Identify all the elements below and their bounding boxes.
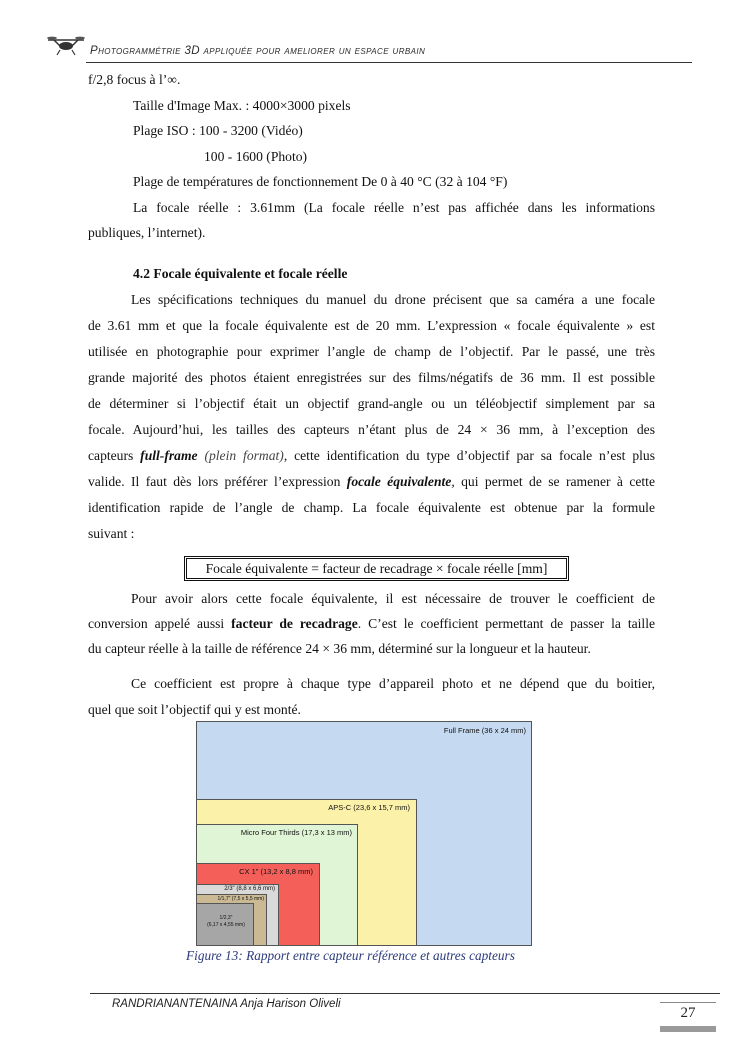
sensor-label: 2/3" (8,8 x 6,6 mm): [224, 886, 275, 892]
paragraph-line: focale. Aujourd’hui, les tailles des capteurs n’étant plus de 24 × 36 mm, à l’exception des: [88, 422, 655, 437]
header-divider: [86, 62, 692, 63]
paragraph-line: Pour avoir alors cette focale équivalente, il est nécessaire de trouver le coefficient de: [131, 591, 655, 606]
formula-box: Focale équivalente = facteur de recadrage × focale réelle [mm]: [186, 558, 567, 579]
sensor-label: Full Frame (36 x 24 mm): [443, 726, 526, 735]
footer-author: RANDRIANANTENAINA Anja Harison Oliveli: [112, 998, 341, 1010]
paragraph-line: utilisée en photographie pour exprimer l’angle de champ de l’objectif. Par le passé, une très: [88, 344, 655, 359]
paragraph-line: valide. Il faut dès lors préférer l’expression focale équivalente, qui permet de se ramener à cette: [88, 474, 655, 489]
paragraph-line: conversion appelé aussi facteur de recadrage. C’est le coefficient permettant de passer la taille: [88, 616, 655, 631]
sensor-size-figure: [196, 721, 532, 946]
term-facteur-de-recadrage: facteur de recadrage: [231, 616, 358, 631]
sensor-label-dimensions: (6,17 x 4,55 mm): [207, 922, 245, 928]
spec-focal-line2: publiques, l’internet).: [88, 225, 206, 240]
paragraph-line: quel que soit l’objectif qui y est monté.: [88, 702, 301, 717]
header-title: Photogrammétrie 3D appliquée pour ameliorer un espace urbain: [90, 45, 426, 57]
page-number-bar: [660, 1026, 716, 1032]
paragraph-line: Ce coefficient est propre à chaque type d’appareil photo et ne dépend que du boitier,: [131, 676, 655, 691]
figure-caption: Figure 13: Rapport entre capteur référence et autres capteurs: [186, 948, 515, 963]
sensor-1-2-3-inch: [196, 903, 254, 946]
spec-iso-photo: 100 - 1600 (Photo): [204, 149, 308, 164]
term-full-frame: full-frame: [140, 448, 198, 463]
term-focale-equivalente: focale équivalente: [346, 474, 452, 489]
paragraph-line: de 3.61 mm et que la focale équivalente est de 20 mm. L’expression « focale équivalente » est: [88, 318, 655, 333]
paragraph-line: du capteur réelle à la taille de référence 24 × 36 mm, déterminé sur la longueur et la hauteur.: [88, 641, 591, 656]
paragraph-line: suivant :: [88, 526, 135, 541]
sensor-label: CX 1" (13,2 x 8,8 mm): [239, 867, 313, 876]
section-heading: 4.2 Focale équivalente et focale réelle: [133, 266, 348, 281]
sensor-label: 1/2,3": [219, 915, 233, 921]
spec-temperature: Plage de températures de fonctionnement De 0 à 40 °C (32 à 104 °F): [133, 174, 508, 189]
spec-focal-line1: La focale réelle : 3.61mm (La focale réelle n’est pas affichée dans les informations: [133, 200, 655, 215]
spec-image-size: Taille d'Image Max. : 4000×3000 pixels: [133, 98, 351, 113]
paragraph-line: de déterminer si l’objectif était un objectif grand-angle ou un téléobjectif simplement par sa: [88, 396, 655, 411]
footer-divider: [90, 993, 720, 994]
paragraph-line: identification rapide de l’angle de champ. La focale équivalente est obtenue par la formule: [88, 500, 655, 515]
paragraph-line: Les spécifications techniques du manuel du drone précisent que sa caméra a une focale: [131, 292, 655, 307]
sensor-label: Micro Four Thirds (17,3 x 13 mm): [240, 828, 352, 837]
sensor-label: 1/1,7" (7,5 x 5,5 mm): [217, 896, 264, 902]
drone-logo-icon: [46, 32, 86, 56]
paragraph-line: grande majorité des photos étaient enregistrées sur des films/négatifs de 36 mm. Il est possible: [88, 370, 655, 385]
page-number: 27: [680, 1005, 696, 1021]
sensor-label: APS-C (23,6 x 15,7 mm): [328, 803, 410, 812]
spec-iso-video: Plage ISO : 100 - 3200 (Vidéo): [133, 123, 303, 138]
spec-aperture: f/2,8 focus à l’∞.: [88, 72, 181, 87]
paragraph-line: capteurs full-frame (plein format), cette identification du type d’objectif par sa focale n’est plus: [88, 448, 655, 463]
